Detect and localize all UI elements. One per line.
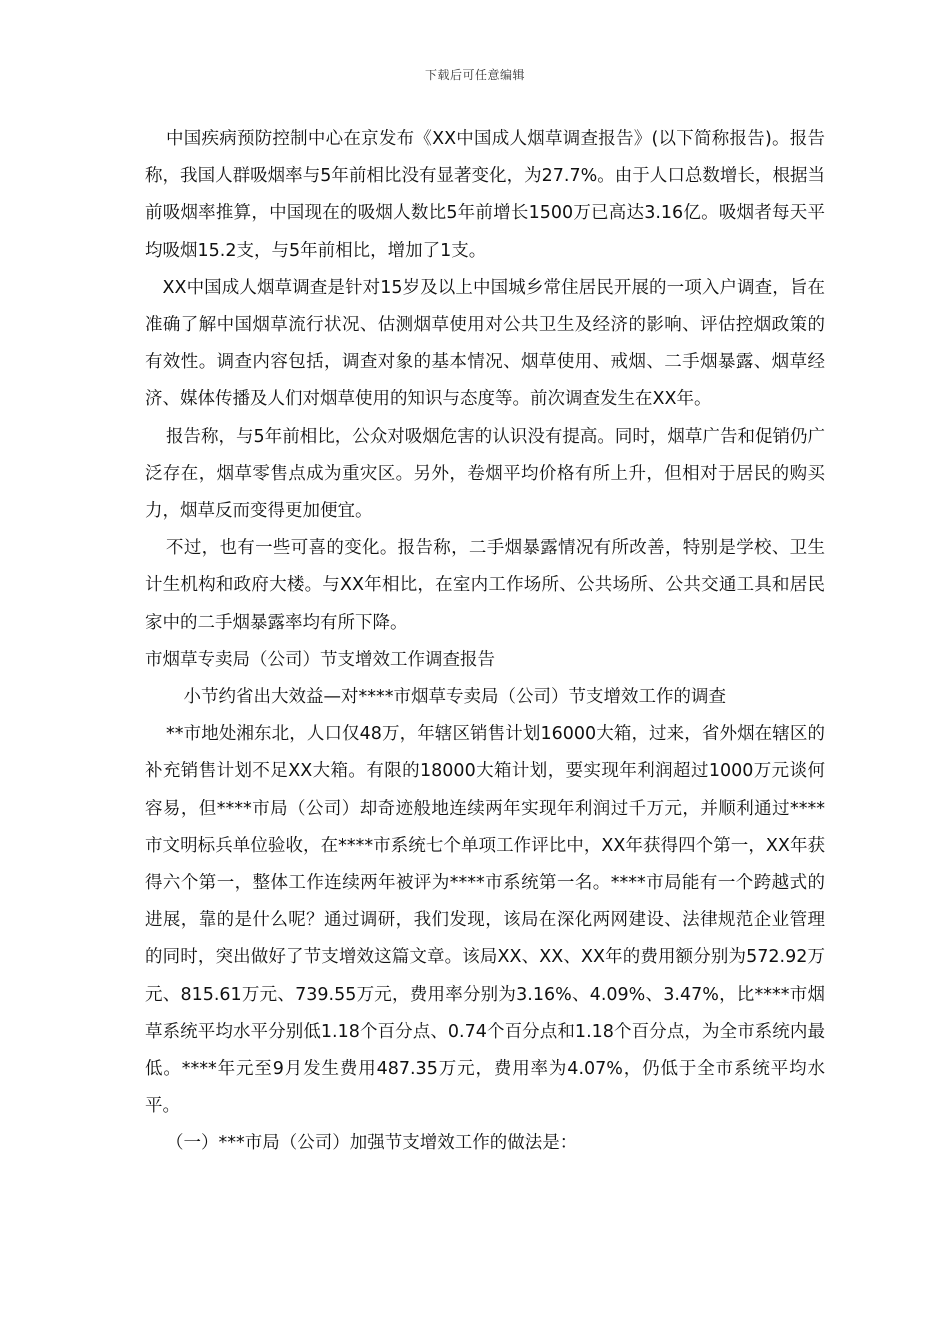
report-subtitle: 小节约省出大效益—对****市烟草专卖局（公司）节支增效工作的调查 — [183, 687, 726, 708]
paragraph-survey-description: XX中国成人烟草调查是针对15岁及以上中国城乡常住居民开展的一项入户调查，旨在准确了解中国烟草流行状况、估测烟草使用对公共卫生及经济的影响、评估控烟政策的有效性。调查内容包括，调查对象的基本情况、烟草使用、戒烟、二手烟暴露、烟草经济、媒体传播及人们对烟草使用的知识与态度等。前次调查发生在XX年。 — [145, 277, 825, 410]
paragraph-improvements: 不过，也有一些可喜的变化。报告称，二手烟暴露情况有所改善，特别是学校、卫生计生机构和政府大楼。与XX年相比，在室内工作场所、公共场所、公共交通工具和居民家中的二手烟暴露率均有所下降。 — [145, 538, 825, 633]
report-title: 市烟草专卖局（公司）节支增效工作调查报告 — [145, 649, 495, 670]
header-note: 下载后可任意编辑 — [424, 68, 525, 82]
paragraph-report-body: **市地处湘东北，人口仅48万，年辖区销售计划16000大箱，过来，省外烟在辖区的补充销售计划不足XX大箱。有限的18000大箱计划，要实现年利润超过1000万元谈何容易，但****市局（公司）却奇迹般地连续两年实现年利润过千万元，并顺利通过****市文明标兵单位验收，在****市系统七个单项工作评比中，XX年获得四个第一，XX年获得六个第一，整体工作连续两年被评为****市系统第一名。****市局能有一个跨越式的进展，靠的是什么呢？通过调研，我们发现，该局在深化两网建设、法律规范企业管理的同时，突出做好了节支增效这篇文章。该局XX、XX、XX年的费用额分别为572.92万元、815.61万元、739.55万元，费用率分别为3.16%、4.09%、3.47%，比****市烟草系统平均水平分别低1.18个百分点、0.74个百分点和1.18个百分点，为全市系统内最低。****年元至9月发生费用487.35万元，费用率为4.07%，仍低于全市系统平均水平。 — [145, 724, 825, 1117]
document-body — [145, 121, 825, 1163]
paragraph-report-release: 中国疾病预防控制中心在京发布《XX中国成人烟草调查报告》(以下简称报告)。报告称，我国人群吸烟率与5年前相比没有显著变化，为27.7%。由于人口总数增长，根据当前吸烟率推算，中国现在的吸烟人数比5年前增长1500万已高达3.16亿。吸烟者每天平均吸烟15.2支，与5年前相比，增加了1支。 — [145, 129, 825, 261]
section-heading: （一）***市局（公司）加强节支增效工作的做法是： — [166, 1133, 578, 1154]
paragraph-awareness: 报告称，与5年前相比，公众对吸烟危害的认识没有提高。同时，烟草广告和促销仍广泛存在，烟草零售点成为重灾区。另外，卷烟平均价格有所上升，但相对于居民的购买力，烟草反而变得更加便宜。 — [145, 426, 825, 522]
